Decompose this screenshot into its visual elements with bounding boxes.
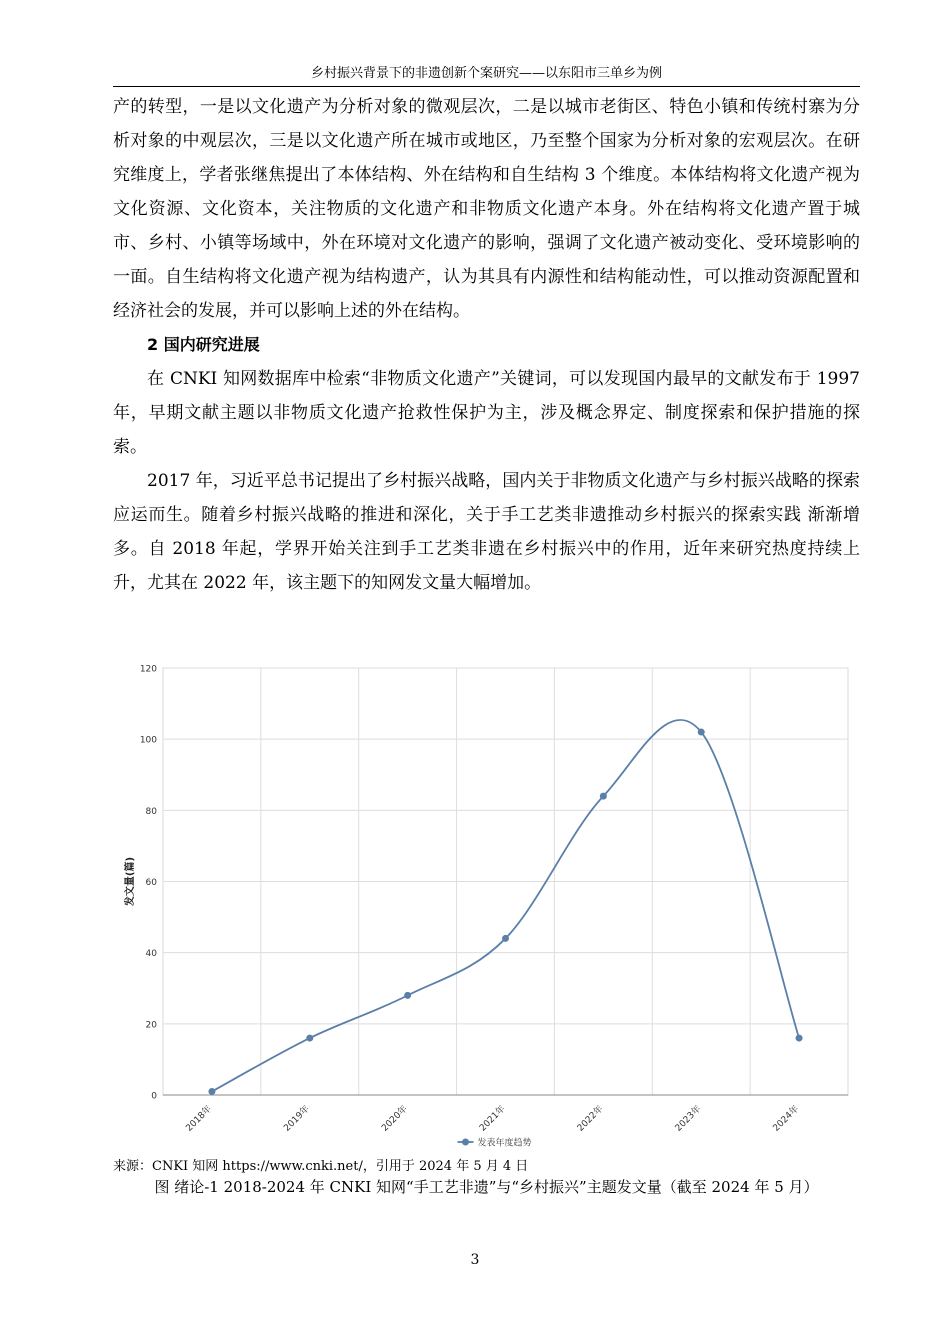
legend-label: 发表年度趋势 [477, 1138, 532, 1149]
paragraph: 产的转型，一是以文化遗产为分析对象的微观层次，二是以城市老街区、特色小镇和传统村寨为分析对象的中观层次，三是以文化遗产所在城市或地区，乃至整个国家为分析对象的宏观层次。在研究维度上，学者张继焦提出了本体结构、外在结构和自生结构 3 个维度。本体结构将文化遗产视为文化资源、文化资本，关注物质的文化遗产和非物质文化遗产本身。外在结构将文化遗产置于城市、乡村、小镇等场域中，外在环境对文化遗产的影响，强调了文化遗产被动变化、受环境影响的一面。自生结构将文化遗产视为结构遗产，认为其具有内源性和结构能动性，可以推动资源配置和经济社会的发展，并可以影响上述的外在结构。 [113, 97, 860, 321]
paragraph: 在 CNKI 知网数据库中检索“非物质文化遗产”关键词，可以发现国内最早的文献发布于 1997 年，早期文献主题以非物质文化遗产抢救性保护为主，涉及概念界定、制度探索和保护措施的探索。 [113, 369, 860, 457]
x-tick-label: 2024年 [771, 1104, 802, 1134]
x-tick-label: 2023年 [673, 1104, 704, 1134]
legend-marker [462, 1139, 469, 1146]
y-tick-label: 80 [145, 806, 157, 817]
data-point [502, 935, 509, 942]
data-point [208, 1088, 215, 1095]
running-header: 乡村振兴背景下的非遗创新个案研究——以东阳市三单乡为例 [310, 66, 662, 81]
data-point [796, 1035, 803, 1042]
x-tick-label: 2022年 [575, 1104, 606, 1134]
data-point [404, 992, 411, 999]
y-tick-label: 20 [145, 1020, 157, 1031]
y-tick-label: 60 [145, 878, 157, 888]
header-rule [113, 86, 860, 87]
data-point [306, 1035, 313, 1042]
section-heading: 2 国内研究进展 [147, 335, 260, 354]
x-tick-label: 2019年 [282, 1104, 312, 1134]
page-number: 3 [470, 1252, 480, 1268]
data-point [600, 793, 607, 800]
y-tick-label: 100 [139, 735, 157, 746]
y-tick-label: 0 [151, 1091, 157, 1102]
figure-caption: 图 绪论-1 2018-2024 年 CNKI 知网“手工艺非遗”与“乡村振兴”主题发文量（截至 2024 年 5 月） [154, 1178, 819, 1196]
paragraph: 2017 年，习近平总书记提出了乡村振兴战略，国内关于非物质文化遗产与乡村振兴战略的探索应运而生。随着乡村振兴战略的推进和深化，关于手工艺类非遗推动乡村振兴的探索实践 渐渐增多。自 2018 年起，学界开始关注到手工艺类非遗在乡村振兴中的作用，近年来研究热度持续上升，尤其在 2022 年，该主题下的知网发文量大幅增加。 [113, 471, 860, 593]
figure-source: 来源：CNKI 知网 https://www.cnki.net/，引用于 2024 年 5 月 4 日 [113, 1159, 529, 1174]
body-text [113, 90, 860, 600]
y-tick-label: 40 [145, 949, 157, 960]
y-tick-label: 120 [139, 664, 157, 675]
x-tick-label: 2018年 [184, 1104, 215, 1134]
x-tick-label: 2021年 [477, 1104, 508, 1134]
publication-trend-chart [113, 652, 860, 1158]
chart-svg [113, 652, 860, 1158]
data-point [698, 729, 705, 736]
y-axis-label: 发文量(篇) [125, 856, 136, 907]
x-tick-label: 2020年 [380, 1104, 410, 1134]
